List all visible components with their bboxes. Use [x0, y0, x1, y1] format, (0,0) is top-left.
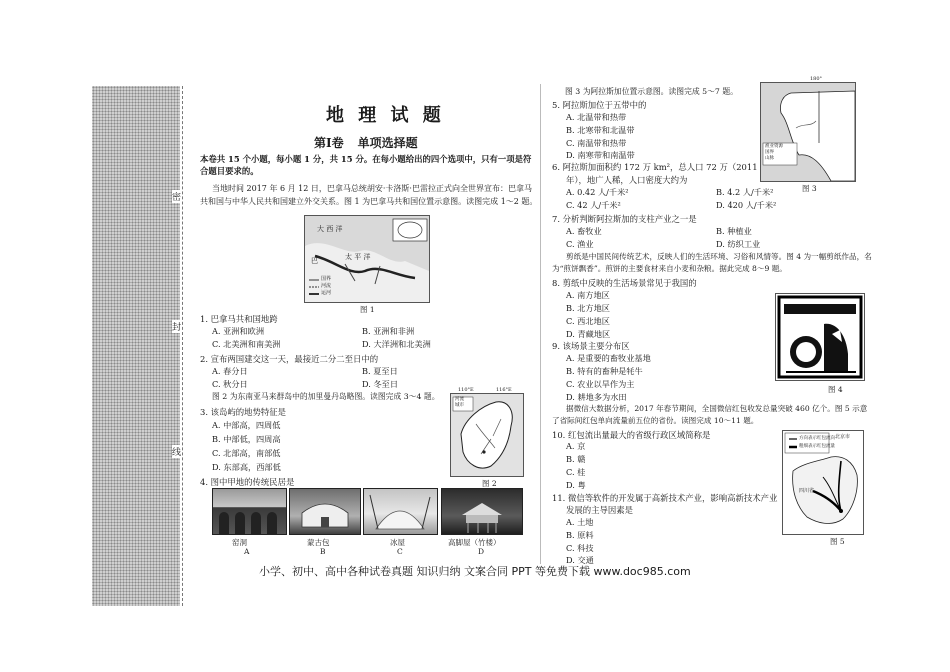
section-heading: [314, 134, 418, 151]
question-9-stem: 9. 该场景主要分布区: [552, 341, 630, 351]
intro4-line2: 为“煎饼飘香”。煎饼的主要食材来自小麦和杂粮。据此完成 8～9 题。: [552, 264, 787, 273]
q11-option-b: B. 原料: [566, 530, 594, 540]
question-11-line2: 发展的主导因素是: [566, 505, 633, 515]
q1-option-a: A. 亚洲和欧洲: [212, 326, 265, 336]
question-8-stem: 8. 剪纸中反映的生活场景常见于我国的: [552, 278, 697, 288]
page-title: 地 理 试 题: [326, 105, 445, 126]
fig5-legend: [799, 435, 835, 451]
photo-a-letter: A: [244, 547, 250, 556]
q10-option-d: D. 粤: [566, 480, 586, 490]
q8-option-c: C. 西北地区: [566, 316, 610, 326]
question-2-stem: 2. 宣布两国建交这一天，最接近二分二至日中的: [200, 354, 379, 364]
q8-option-b: B. 北方地区: [566, 303, 610, 313]
q3-option-b: B. 中部低，四周高: [212, 434, 281, 444]
fig2-top-right-label: 116°E: [496, 387, 512, 393]
section-name: 单项选择题: [357, 136, 418, 150]
intro3: 图 3 为阿拉斯加位置示意图。读图完成 5～7 题。: [565, 87, 738, 96]
q1-option-d: D. 大洋洲和北美洲: [362, 339, 431, 349]
intro1-line1: 当地时间 2017 年 6 月 12 日，巴拿马总统胡安·卡洛斯·巴雷拉正式向全世界宣布：巴拿马: [212, 184, 532, 193]
q7-option-a: A. 畜牧业: [566, 226, 602, 236]
question-4-stem: 4. 图中甲地的传统民居是: [200, 477, 295, 487]
figure-2-map: [450, 393, 524, 477]
q2-option-a: A. 春分日: [212, 366, 248, 376]
question-10-stem: 10. 红包流出量最大的省级行政区域简称是: [552, 430, 711, 440]
figure-3-caption: 图 3: [802, 184, 817, 193]
fig3-label: 180°: [810, 76, 823, 82]
fig5-label-sichuan: 四川省: [799, 488, 815, 494]
q10-option-c: C. 桂: [566, 467, 586, 477]
figure-1-map: [304, 215, 430, 303]
q5-option-b: B. 北寒带和北温带: [566, 125, 635, 135]
q6-option-d: D. 420 人/千米²: [716, 200, 777, 210]
fig1-legend-river: 河流: [321, 283, 332, 289]
photo-c-name: 冰屋: [390, 538, 405, 547]
intro1-line2: 共和国与中华人民共和国建立外交关系。图 1 为巴拿马共和国位置示意图。读图完成 1～2 题。: [200, 197, 538, 206]
figure-5-map: [782, 430, 864, 535]
q11-option-c: C. 科技: [566, 543, 594, 553]
q2-option-b: B. 夏至日: [362, 366, 398, 376]
q11-option-a: A. 土地: [566, 517, 594, 527]
binding-line: [182, 86, 183, 606]
fig3-legend-mountain: 山脉: [765, 156, 774, 161]
figure-3-map: [760, 82, 856, 182]
q5-option-a: A. 北温带和热带: [566, 112, 627, 122]
intro4-line1: 剪纸是中国民间传统艺术，反映人们的生活环境、习俗和风情等。图 4 为一幅剪纸作品，名: [566, 252, 872, 261]
figure-2-caption: 图 2: [482, 479, 497, 488]
fig3-legend-border: 国界: [765, 150, 774, 155]
binding-strip: [92, 86, 180, 606]
q9-option-d: D. 耕地多为水田: [566, 392, 627, 402]
q8-option-d: D. 青藏地区: [566, 329, 611, 339]
intro2: 图 2 为东南亚马来群岛中的加里曼丹岛略图。读图完成 3～4 题。: [212, 392, 440, 401]
question-11-line1: 11. 微信等软件的开发属于高新技术产业，影响高新技术产业: [552, 493, 778, 503]
figure-1-caption: 图 1: [360, 305, 375, 314]
q1-option-b: B. 亚洲和非洲: [362, 326, 415, 336]
q6-option-b: B. 4.2 人/千米²: [716, 187, 774, 197]
q11-option-d: D. 交通: [566, 555, 594, 565]
q3-option-a: A. 中部高，四周低: [212, 420, 281, 430]
q10-option-b: B. 赣: [566, 454, 586, 464]
fig1-label-a: 大 西 洋: [317, 225, 343, 233]
fig5-legend-direction: 方向表示红包流向: [799, 436, 835, 441]
photo-c-igloo: [363, 488, 438, 535]
q7-option-c: C. 渔业: [566, 239, 594, 249]
question-6-line1: 6. 阿拉斯加面积约 172 万 km²，总人口 72 万（2011: [552, 162, 758, 172]
question-7-stem: 7. 分析判断阿拉斯加的支柱产业之一是: [552, 214, 697, 224]
q2-option-c: C. 秋分日: [212, 379, 248, 389]
fig1-legend-border: 国界: [321, 276, 332, 282]
fig1-legend: [321, 276, 331, 297]
photo-d-letter: D: [478, 547, 485, 556]
photo-d-stilt-house: [441, 488, 523, 535]
question-5-stem: 5. 阿拉斯加位于五带中的: [552, 100, 647, 110]
photo-c-letter: C: [397, 547, 403, 556]
q3-option-d: D. 东部高，西部低: [212, 462, 281, 472]
q7-option-d: D. 纺织工业: [716, 239, 761, 249]
figure-4-caption: 图 4: [828, 385, 843, 394]
intro5-line2: 了省际间红包单向流量前五位的省份。读图完成 10～11 题。: [552, 416, 759, 425]
q9-option-a: A. 是重要的畜牧业基地: [566, 353, 651, 363]
q6-option-c: C. 42 人/千米²: [566, 200, 621, 210]
fig2-legend-city: 城市: [455, 403, 464, 408]
fig3-legend: [765, 144, 783, 162]
q2-option-d: D. 冬至日: [362, 379, 399, 389]
q9-option-b: B. 特有的畜种是牦牛: [566, 366, 643, 376]
fig1-label-c: 巴: [311, 257, 318, 265]
instructions: 本卷共 15 个小题，每小题 1 分，共 15 分。在每小题给出的四个选项中，只有一项是符合题目要求的。: [200, 154, 532, 176]
intro5-line1: 据微信大数据分析，2017 年春节期间，全国微信红包收发总量突破 460 亿个。图 5 示意: [566, 404, 868, 413]
section-part: 第Ⅰ卷: [314, 136, 344, 150]
photo-b-letter: B: [320, 547, 326, 556]
photo-b-yurt: [289, 488, 361, 535]
q6-option-a: A. 0.42 人/千米²: [566, 187, 629, 197]
fig1-label-b: 太 平 洋: [345, 253, 371, 261]
question-1-stem: 1. 巴拿马共和国地跨: [200, 314, 278, 324]
fig2-legend-river: 河流: [455, 397, 464, 402]
question-3-stem: 3. 该岛屿的地势特征是: [200, 407, 287, 417]
q9-option-c: C. 农业以旱作为主: [566, 379, 635, 389]
binding-char-bottom: 线: [172, 445, 181, 458]
fig5-label-beijing: 北京市: [835, 434, 851, 440]
q7-option-b: B. 种植业: [716, 226, 752, 236]
q1-option-c: C. 北美洲和南美洲: [212, 339, 281, 349]
photo-a-cave-dwelling: [212, 488, 287, 535]
q5-option-c: C. 南温带和热带: [566, 138, 627, 148]
fig2-top-left-label: 110°E: [458, 387, 474, 393]
question-6-line2: 年），地广人稀，人口密度大约为: [566, 175, 688, 185]
footer-download-link[interactable]: 小学、初中、高中各种试卷真题 知识归纳 文案合同 PPT 等免费下载 www.doc985.com: [259, 565, 691, 578]
photo-a-name: 窑洞: [232, 538, 247, 547]
figure-5-caption: 图 5: [830, 537, 845, 546]
fig3-legend-fishery: 渔业资源: [765, 144, 783, 149]
column-divider: [540, 84, 541, 564]
binding-char-top: 密: [172, 190, 181, 203]
binding-char-mid: 封: [172, 320, 181, 333]
fig1-legend-canal: 运河: [321, 290, 332, 296]
q5-option-d: D. 南寒带和南温带: [566, 150, 635, 160]
q8-option-a: A. 南方地区: [566, 290, 610, 300]
q10-option-a: A. 京: [566, 441, 586, 451]
photo-d-name: 高脚屋（竹楼）: [448, 538, 501, 547]
photo-b-name: 蒙古包: [307, 538, 330, 547]
q3-option-c: C. 北部高，南部低: [212, 448, 281, 458]
fig5-legend-volume: 粗细表示红包流量: [799, 444, 835, 449]
figure-4-papercut: [775, 293, 865, 381]
fig2-legend: [455, 397, 464, 409]
